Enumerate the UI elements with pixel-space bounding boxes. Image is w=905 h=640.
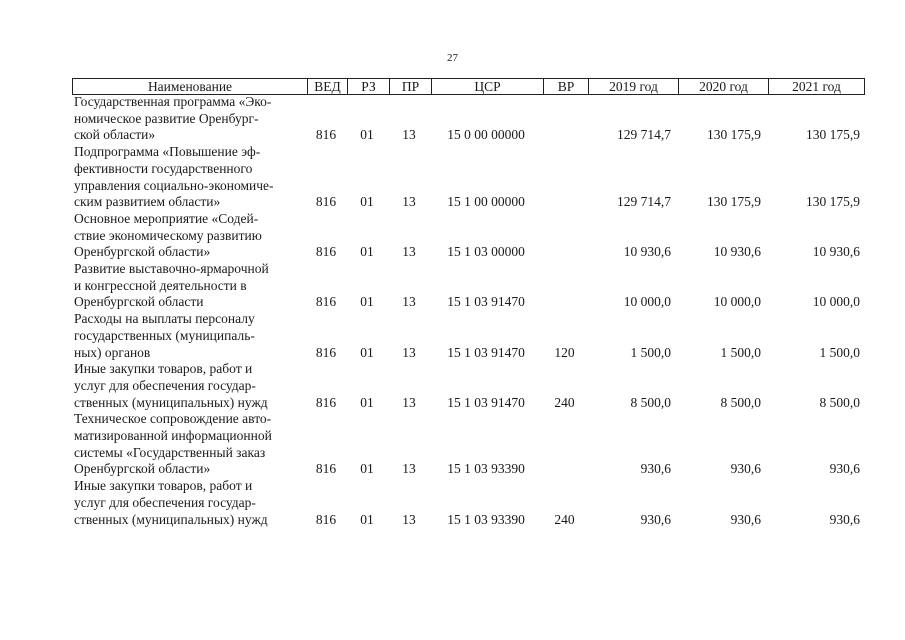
cell-ved: 816 xyxy=(315,244,337,260)
cell-pr: 13 xyxy=(402,344,416,360)
cell-csr: 15 1 03 91470 xyxy=(447,394,525,410)
row-name-line: Техническое сопровождение авто- xyxy=(74,411,272,427)
cell-pr: 13 xyxy=(402,244,416,260)
row-name-line: ных) органов xyxy=(74,344,151,360)
cell-2019: 930,6 xyxy=(640,511,671,527)
cell-2020: 130 175,9 xyxy=(707,194,761,210)
row-name-line: номическое развитие Оренбург- xyxy=(74,110,259,126)
cell-rz: 01 xyxy=(360,127,374,143)
cell-2021: 10 930,6 xyxy=(812,244,860,260)
cell-2021: 8 500,0 xyxy=(819,394,860,410)
cell-2019: 10 000,0 xyxy=(623,294,671,310)
row-name-line: ствие экономическому развитию xyxy=(74,227,262,243)
cell-pr: 13 xyxy=(402,127,416,143)
header-2020: 2020 год xyxy=(678,79,768,94)
row-name-line: Расходы на выплаты персоналу xyxy=(74,311,255,327)
cell-vr: 120 xyxy=(554,344,575,360)
cell-2020: 10 000,0 xyxy=(713,294,761,310)
cell-pr: 13 xyxy=(402,461,416,477)
page-number: 27 xyxy=(447,52,458,64)
cell-2020: 930,6 xyxy=(730,511,761,527)
row-name-line: ственных (муниципальных) нужд xyxy=(74,394,268,410)
cell-rz: 01 xyxy=(360,461,374,477)
cell-2019: 1 500,0 xyxy=(630,344,671,360)
row-name-line: услуг для обеспечения государ- xyxy=(74,377,256,393)
header-csr: ЦСР xyxy=(431,79,543,94)
header-vr: ВР xyxy=(543,79,588,94)
cell-csr: 15 1 03 91470 xyxy=(447,344,525,360)
row-name-line: Основное мероприятие «Содей- xyxy=(74,210,259,226)
cell-2019: 8 500,0 xyxy=(630,394,671,410)
row-name-line: Иные закупки товаров, работ и xyxy=(74,478,253,494)
cell-rz: 01 xyxy=(360,194,374,210)
row-name-line: Оренбургской области xyxy=(74,294,204,310)
cell-csr: 15 1 03 91470 xyxy=(447,294,525,310)
row-name-line: государственных (муниципаль- xyxy=(74,327,255,343)
cell-ved: 816 xyxy=(315,344,337,360)
cell-2020: 8 500,0 xyxy=(720,394,761,410)
cell-2021: 1 500,0 xyxy=(819,344,860,360)
row-name-line: и конгрессной деятельности в xyxy=(74,277,247,293)
cell-csr: 15 1 03 93390 xyxy=(447,461,525,477)
header-ved: ВЕД xyxy=(307,79,347,94)
cell-ved: 816 xyxy=(315,394,337,410)
header-name: Наименование xyxy=(147,79,233,94)
cell-csr: 15 1 00 00000 xyxy=(447,194,525,210)
row-name-line: Подпрограмма «Повышение эф- xyxy=(74,144,261,160)
cell-2021: 930,6 xyxy=(829,511,860,527)
header-2019: 2019 год xyxy=(588,79,678,94)
table-header xyxy=(72,78,865,95)
cell-rz: 01 xyxy=(360,344,374,360)
row-name-line: ственных (муниципальных) нужд xyxy=(74,511,268,527)
row-name-line: ским развитием области» xyxy=(74,194,221,210)
header-rz: РЗ xyxy=(347,79,389,94)
header-pr: ПР xyxy=(389,79,431,94)
cell-2020: 130 175,9 xyxy=(707,127,761,143)
cell-2019: 930,6 xyxy=(640,461,671,477)
row-name-line: Государственная программа «Эко- xyxy=(74,94,272,109)
cell-pr: 13 xyxy=(402,511,416,527)
row-name-line: ской области» xyxy=(74,127,156,143)
cell-2019: 129 714,7 xyxy=(617,127,671,143)
cell-2021: 130 175,9 xyxy=(806,127,860,143)
cell-ved: 816 xyxy=(315,127,337,143)
cell-pr: 13 xyxy=(402,194,416,210)
row-name-line: системы «Государственный заказ xyxy=(74,444,266,460)
cell-2019: 129 714,7 xyxy=(617,194,671,210)
row-name-line: фективности государственного xyxy=(74,160,253,176)
row-name-line: Иные закупки товаров, работ и xyxy=(74,361,253,377)
row-name-line: управления социально-экономиче- xyxy=(74,177,274,193)
cell-csr: 15 1 03 00000 xyxy=(447,244,525,260)
row-name-line: Оренбургской области» xyxy=(74,244,211,260)
cell-ved: 816 xyxy=(315,294,337,310)
row-name-line: матизированной информационной xyxy=(74,428,272,443)
row-name-line: Развитие выставочно-ярмарочной xyxy=(74,261,269,276)
cell-pr: 13 xyxy=(402,394,416,410)
cell-2020: 1 500,0 xyxy=(720,344,761,360)
cell-rz: 01 xyxy=(360,294,374,310)
cell-ved: 816 xyxy=(315,511,337,527)
cell-rz: 01 xyxy=(360,244,374,260)
cell-ved: 816 xyxy=(315,461,337,477)
row-name-line: услуг для обеспечения государ- xyxy=(74,494,256,510)
cell-csr: 15 1 03 93390 xyxy=(447,511,525,527)
cell-2021: 930,6 xyxy=(829,461,860,477)
cell-rz: 01 xyxy=(360,394,374,410)
cell-pr: 13 xyxy=(402,294,416,310)
cell-ved: 816 xyxy=(315,194,337,210)
header-2021: 2021 год xyxy=(768,79,864,94)
cell-2021: 10 000,0 xyxy=(812,294,860,310)
row-name-line: Оренбургской области» xyxy=(74,461,211,477)
cell-csr: 15 0 00 00000 xyxy=(447,127,525,143)
cell-2020: 930,6 xyxy=(730,461,761,477)
cell-2019: 10 930,6 xyxy=(623,244,671,260)
cell-2020: 10 930,6 xyxy=(713,244,761,260)
cell-vr: 240 xyxy=(554,511,575,527)
cell-rz: 01 xyxy=(360,511,374,527)
cell-vr: 240 xyxy=(554,394,575,410)
cell-2021: 130 175,9 xyxy=(806,194,860,210)
